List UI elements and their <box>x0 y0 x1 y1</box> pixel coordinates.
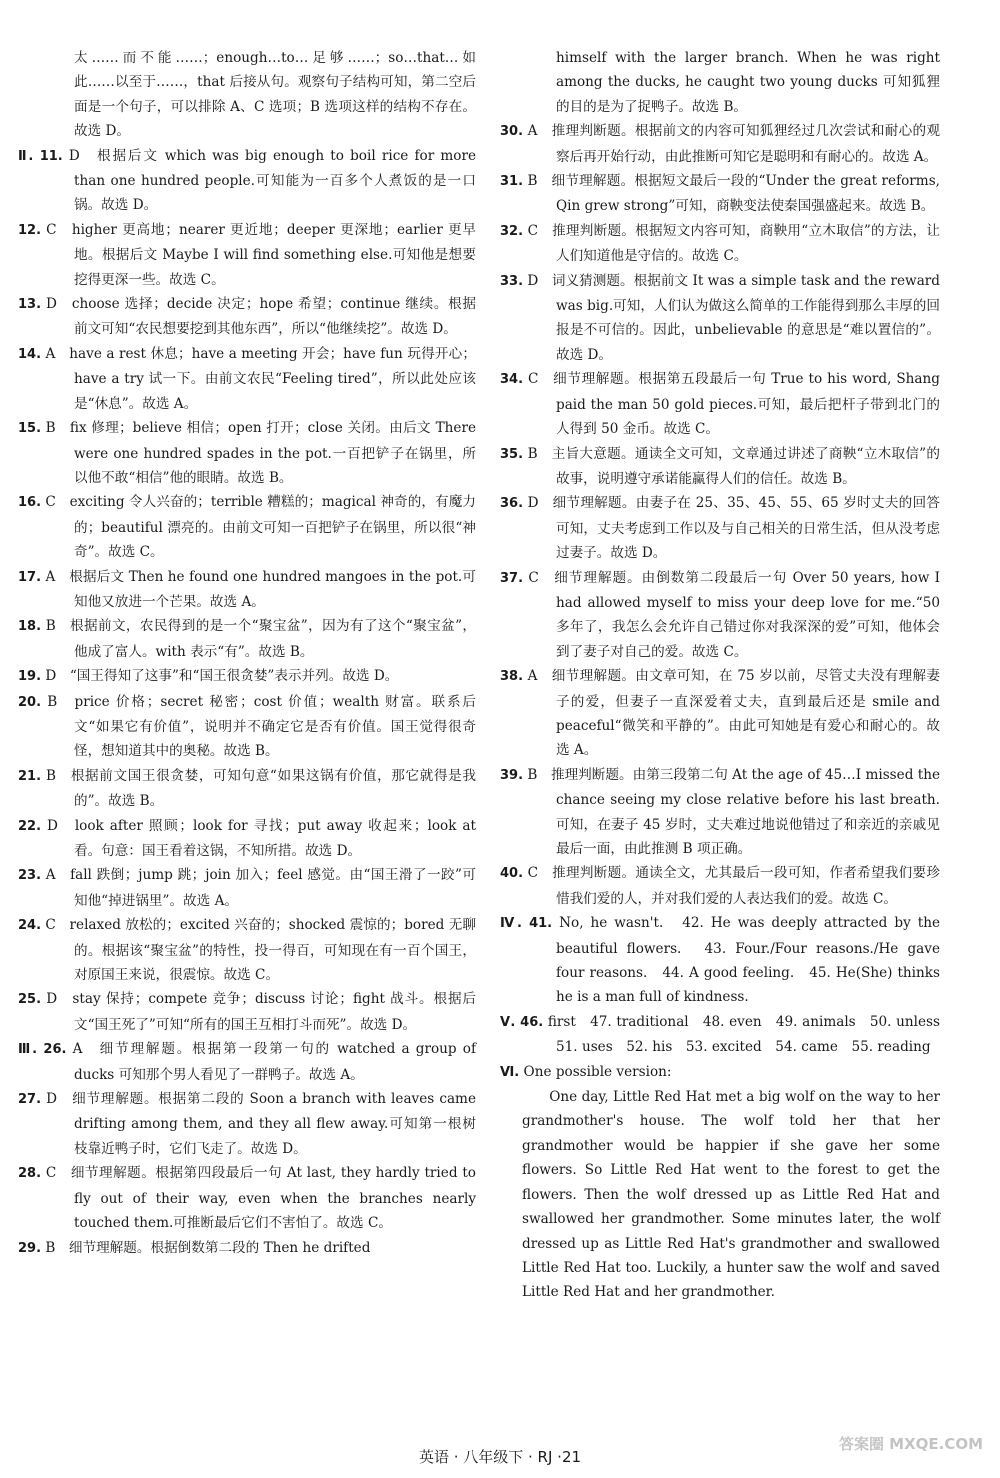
answer-item <box>18 144 476 218</box>
answer-item <box>500 269 940 368</box>
answer-item <box>18 218 476 292</box>
question-number: 12. <box>18 222 42 238</box>
watermark-logo <box>836 1414 986 1472</box>
answer-text: No, he wasn't. 42. He was deeply attracted by the beautiful flowers. 43. Four./Four reasons./He gave four reasons. 44. A good feeling. 45. He(She) thinks he is a man full of kindness. <box>552 915 941 1006</box>
question-number: Ⅲ. 26. <box>18 1042 67 1058</box>
answer-item <box>500 119 940 169</box>
answer-text: B 细节理解题。根据短文最后一段的“Under the great reforms, Qin grew strong”可知，商鞅变法使秦国强盛起来。故选 B。 <box>523 173 940 215</box>
question-number: 32. <box>500 223 524 239</box>
question-number: 35. <box>500 446 524 462</box>
answer-item <box>18 664 476 689</box>
answer-text: D 细节理解题。根据第二段的 Soon a branch with leaves came drifting among them, and they all flew away.可知第一根树枝靠近鸭子时，它们飞走了。故选 D。 <box>41 1091 476 1157</box>
question-number: Ⅳ. 41. <box>500 916 553 932</box>
question-number: 14. <box>18 346 42 362</box>
answer-text: A have a rest 休息；have a meeting 开会；have fun 玩得开心；have a try 试一下。由前文农民“Feeling tired”，所以此处应该是“休息”。故选 A。 <box>41 345 476 412</box>
answer-item <box>500 442 940 492</box>
answer-item <box>18 1161 476 1235</box>
answer-text: D 细节理解题。由妻子在 25、35、45、55、65 岁时丈夫的回答可知，丈夫考虑到工作以及与自己相关的日常生活，但从没考虑过妻子。故选 D。 <box>523 495 940 562</box>
question-number: Ⅱ. 11. <box>18 148 63 164</box>
answer-item <box>18 913 476 987</box>
question-number: 36. <box>500 496 524 512</box>
question-number: 37. <box>500 570 524 586</box>
answer-item <box>18 764 476 814</box>
question-number: 16. <box>18 495 42 511</box>
question-number: 20. <box>18 694 42 710</box>
answer-item <box>500 566 940 665</box>
question-number: 17. <box>18 569 42 585</box>
answer-item <box>18 814 476 864</box>
answer-text: One day, Little Red Hat met a big wolf on the way to her grandmother's house. The wolf told her that her grandmother would be happier if she gave her some flowers. So Little Red Hat went to the forest to get the flowers. Then the wolf dressed up as Little Red Hat and swallowed her grandmother. Some minutes later, the wolf dressed up as Little Red Hat's grandmother and swallowed Little Red Hat too. Luckily, a hunter saw the wolf and saved Little Red Hat and her grandmother. <box>522 1089 940 1301</box>
answer-item <box>18 987 476 1037</box>
answer-item <box>18 690 476 764</box>
answer-item <box>18 1087 476 1161</box>
answer-text: C 细节理解题。由倒数第二段最后一句 Over 50 years, how I had allowed myself to miss your deep love for me.“50 多年了，我怎么会允许自己错过你对我深深的爱”可知，他体会到了妻子对自己的爱。故选 C。 <box>523 569 940 660</box>
answer-item <box>500 1010 954 1060</box>
answer-text: D 根据后文 which was big enough to boil rice for more than one hundred people.可知能为一百多个人煮饭的是一口锅。故选 D。 <box>62 147 476 214</box>
answer-text: B 根据前文，农民得到的是一个“聚宝盆”，因为有了这个“聚宝盆”，他成了富人。with 表示“有”。故选 B。 <box>41 618 476 660</box>
answer-text: C higher 更高地；nearer 更近地；deeper 更深地；earlier 更早地。根据后文 Maybe I will find something else.可知他是想要挖得更深一些。故选 C。 <box>41 221 476 288</box>
question-number: 21. <box>18 768 42 784</box>
question-number: 33. <box>500 273 524 289</box>
answer-text: One possible version: <box>519 1063 672 1080</box>
answer-text: D stay 保持；compete 竞争；discuss 讨论；fight 战斗。根据后文“国王死了”可知“所有的国王互相打斗而死”。故选 D。 <box>41 991 476 1033</box>
question-number: 38. <box>500 669 524 685</box>
question-number: 18. <box>18 619 42 635</box>
answer-item <box>500 664 940 763</box>
page-footer: 英语 · 八年级下 · RJ ·21 <box>418 1448 582 1466</box>
answer-item <box>500 763 940 862</box>
answer-text: first 47. traditional 48. even 49. animals 50. unless 51. uses 52. his 53. excited 54. came 55. reading <box>543 1013 954 1056</box>
answer-item <box>500 1060 940 1085</box>
answer-text: 太……而不能……；enough…to…足够……；so…that…如此……以至于……，that 后接从句。观察句子结构可知，第二空后面是一个句子，可以排除 A、C 选项；B 选项这样的结构不存在。故选 D。 <box>74 50 476 140</box>
question-number: 28. <box>18 1166 42 1182</box>
question-number: 30. <box>500 124 524 140</box>
answer-item <box>18 863 476 913</box>
left-column <box>18 46 476 1261</box>
answer-item <box>500 1085 940 1305</box>
answer-item <box>18 1037 476 1087</box>
answer-item <box>500 169 940 219</box>
answer-item <box>18 342 476 416</box>
answer-text: A 细节理解题。根据第一段第一句的 watched a group of ducks 可知那个男人看见了一群鸭子。故选 A。 <box>66 1041 476 1083</box>
answer-text: B 细节理解题。根据倒数第二段的 Then he drifted <box>41 1239 371 1256</box>
answer-text: C 推理判断题。通读全文，尤其最后一段可知，作者希望我们要珍惜我们爱的人，并对我们爱的人表达我们的爱。故选 C。 <box>523 865 940 907</box>
watermark-text: 答案圈 MXQE.COM <box>838 1434 984 1453</box>
answer-text: D choose 选择；decide 决定；hope 希望；continue 继续。根据前文可知“农民想要挖到其他东西”，所以“他继续挖”。故选 D。 <box>41 296 476 338</box>
answer-text: D “国王得知了这事”和“国王很贪婪”表示并列。故选 D。 <box>41 668 399 685</box>
answer-text: B fix 修理；believe 相信；open 打开；close 关闭。由后文 There were one hundred spades in the pot.一百把铲子在锅里，所以他不敢“相信”他的眼睛。故选 B。 <box>41 420 476 486</box>
question-number: 23. <box>18 868 42 884</box>
question-number: 22. <box>18 818 42 834</box>
right-column <box>500 46 954 1305</box>
answer-text: B 根据前文国王很贪婪，可知句意“如果这锅有价值，那它就得是我的”。故选 B。 <box>41 767 476 810</box>
question-number: Ⅴ. 46. <box>500 1014 544 1030</box>
answer-text: himself with the larger branch. When he was right among the ducks, he caught two young ducks 可知狐狸的目的是为了捉鸭子。故选 B。 <box>556 50 940 115</box>
question-number: Ⅵ. <box>500 1064 520 1080</box>
question-number: 25. <box>18 992 42 1008</box>
answer-text: B 主旨大意题。通读全文可知，文章通过讲述了商鞅“立木取信”的故事，说明遵守承诺能赢得人们的信任。故选 B。 <box>523 445 940 487</box>
answer-text: B 推理判断题。由第三段第二句 At the age of 45…I missed the chance seeing my close relative before his last breath.可知，在妻子 45 岁时，丈夫难过地说他错过了和亲近的亲戚见最后一面，由此推测 B 项正确。 <box>523 766 940 857</box>
answer-text: A 细节理解题。由文章可知，在 75 岁以前，尽管丈夫没有理解妻子的爱，但妻子一直深爱着丈夫，直到最后还是 smile and peaceful“微笑和平静的”。由此可知她是有爱心和耐心的。故选 A。 <box>523 668 940 759</box>
question-number: 40. <box>500 866 524 882</box>
answer-text: A 推理判断题。根据前文的内容可知狐狸经过几次尝试和耐心的观察后再开始行动，由此推断可知它是聪明和有耐心的。故选 A。 <box>523 123 940 165</box>
answer-text: D look after 照顾；look for 寻找；put away 收起来；look at 看。句意：国王看着这锅，不知所措。故选 D。 <box>41 817 476 859</box>
answer-item <box>18 1236 476 1261</box>
question-number: 29. <box>18 1240 42 1256</box>
answer-item <box>500 46 940 119</box>
answer-item <box>18 46 476 144</box>
question-number: 39. <box>500 767 524 783</box>
answer-item <box>18 565 476 615</box>
answer-text: C relaxed 放松的；excited 兴奋的；shocked 震惊的；bored 无聊的。根据该“聚宝盆”的特性，投一得百，可知现在有一百个国王，对原国王来说，很震惊。故选 C。 <box>41 917 476 984</box>
answer-item <box>500 219 940 269</box>
answer-text: C 推理判断题。根据短文内容可知，商鞅用“立木取信”的方法，让人们知道他是守信的。故选 C。 <box>523 222 940 265</box>
question-number: 27. <box>18 1092 42 1108</box>
question-number: 13. <box>18 297 42 313</box>
answer-item <box>18 490 476 564</box>
answer-text: D 词义猜测题。根据前文 It was a simple task and the reward was big.可知，人们认为做这么简单的工作能得到那么丰厚的回报是不可信的。因此，unbelievable 的意思是“难以置信的”。故选 D。 <box>523 272 940 363</box>
answer-text: C exciting 令人兴奋的；terrible 糟糕的；magical 神奇的，有魔力的；beautiful 漂亮的。由前文可知一百把铲子在锅里，所以很“神奇”。故选 C。 <box>41 494 476 561</box>
answer-item <box>500 367 940 441</box>
question-number: 34. <box>500 372 524 388</box>
answer-item <box>18 614 476 664</box>
answer-text: A fall 跌倒；jump 跳；join 加入；feel 感觉。由“国王滑了一跤”可知他“掉进锅里”。故选 A。 <box>41 867 476 909</box>
answer-text: C 细节理解题。根据第五段最后一句 True to his word, Shang paid the man 50 gold pieces.可知，最后把杆子带到北门的人得到 50 金币。故选 C。 <box>523 371 940 438</box>
question-number: 24. <box>18 918 42 934</box>
answer-text: B price 价格；secret 秘密；cost 价值；wealth 财富。联系后文“如果它有价值”，说明并不确定它是否有价值。国王觉得很奇怪，想知道其中的奥秘。故选 B。 <box>41 693 476 760</box>
question-number: 15. <box>18 421 42 437</box>
question-number: 31. <box>500 174 524 190</box>
answer-item <box>18 292 476 342</box>
answer-item <box>18 416 476 490</box>
answer-item <box>500 861 940 911</box>
question-number: 19. <box>18 669 42 685</box>
answer-item <box>500 491 940 565</box>
answer-text: C 细节理解题。根据第四段最后一句 At last, they hardly tried to fly out of their way, even when the branches nearly touched them.可推断最后它们不害怕了。故选 C。 <box>41 1165 476 1232</box>
answer-item <box>500 911 940 1010</box>
answer-text: A 根据后文 Then he found one hundred mangoes in the pot.可知他又放进一个芒果。故选 A。 <box>41 568 476 610</box>
